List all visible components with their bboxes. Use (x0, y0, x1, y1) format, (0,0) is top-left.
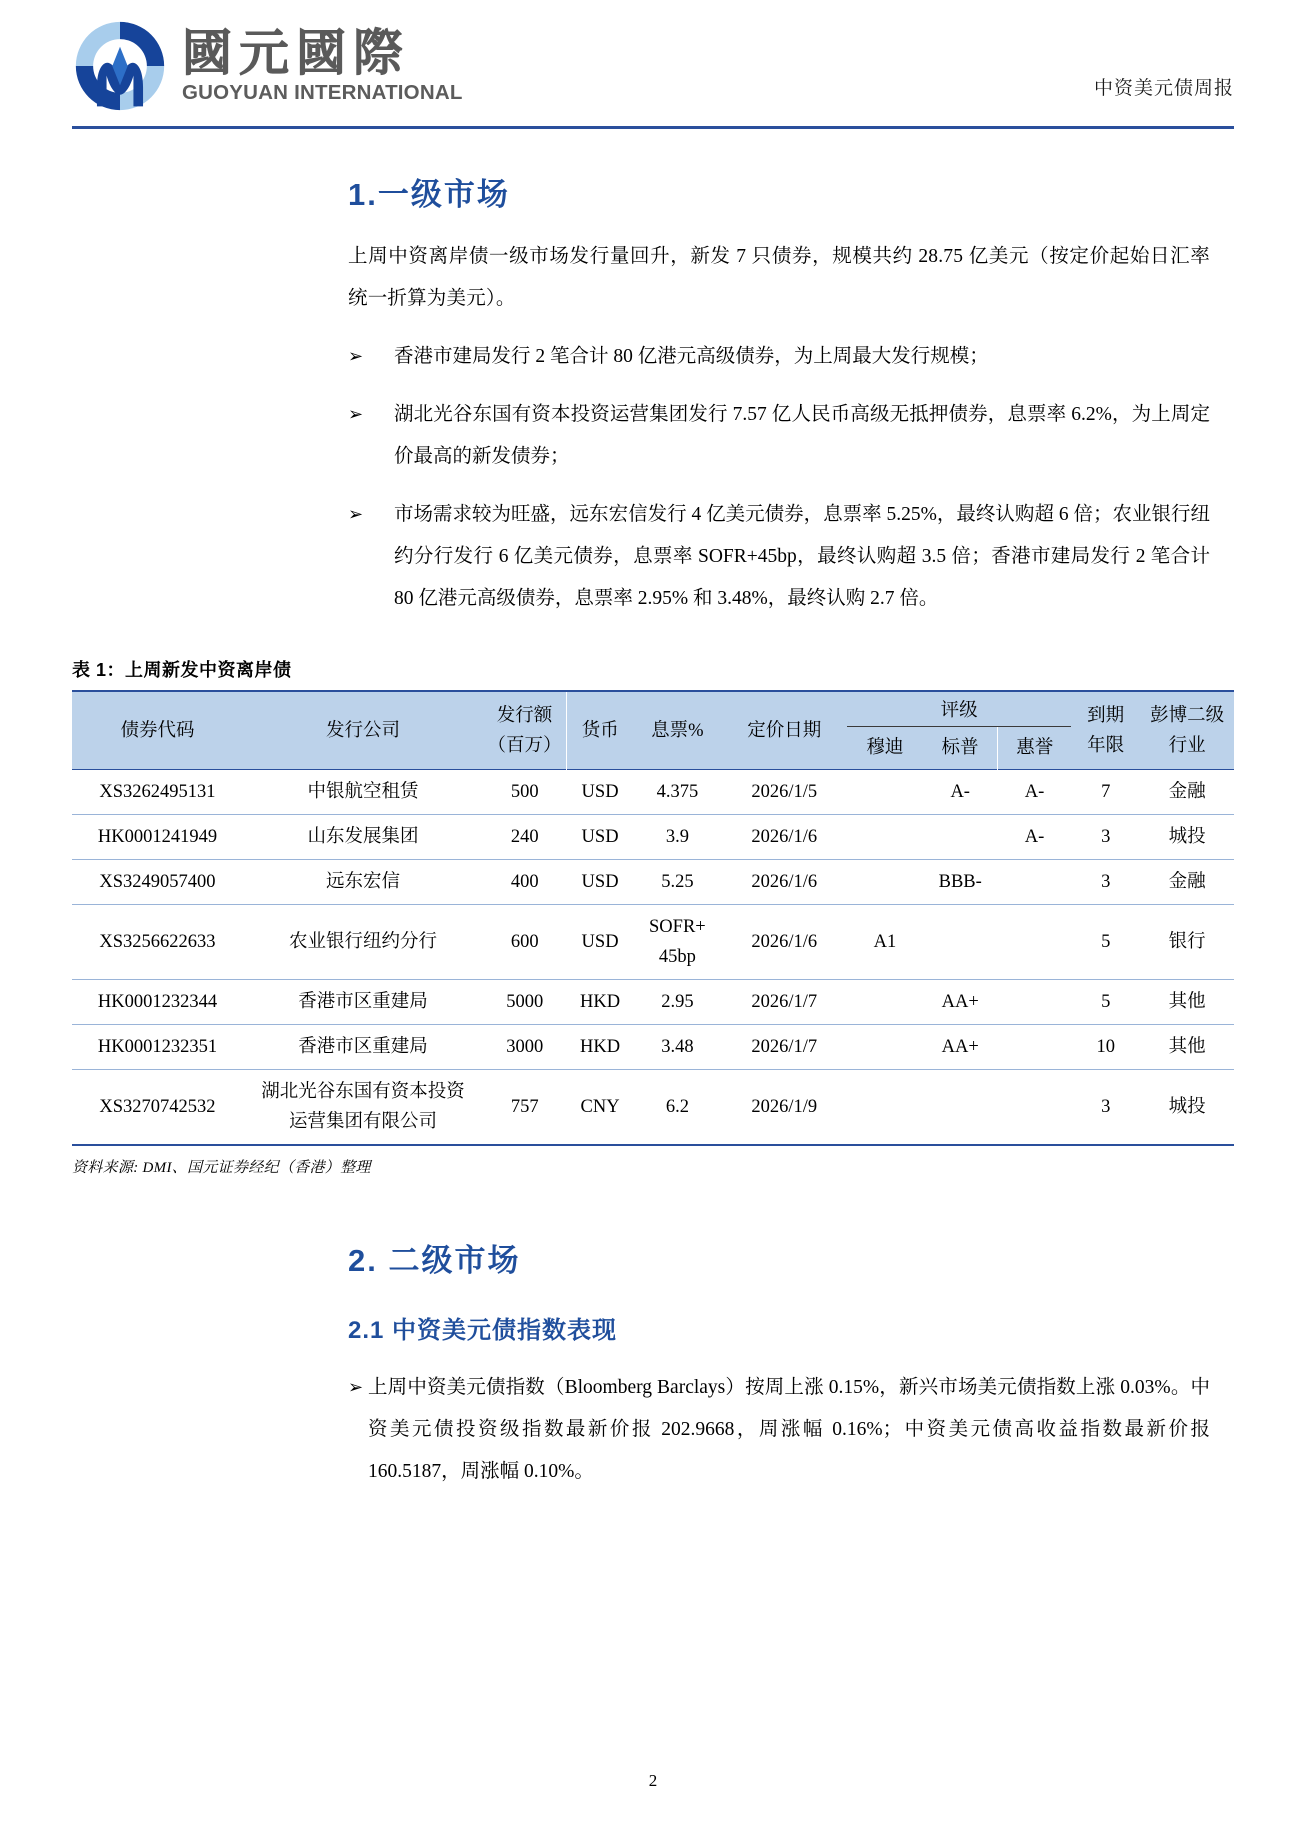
document-header (72, 0, 1234, 122)
cell-bond-code: HK0001241949 (72, 815, 243, 860)
cell-pricing-date: 2026/1/7 (721, 980, 847, 1025)
section-2-body (72, 1367, 1234, 1493)
cell-issuer: 中银航空租赁 (243, 770, 483, 815)
col-header-maturity (1071, 691, 1140, 770)
cell-coupon: SOFR+ 45bp (634, 905, 722, 980)
table-body (72, 770, 1234, 1146)
cell-sp: BBB- (923, 860, 998, 905)
cell-maturity: 5 (1071, 980, 1140, 1025)
cell-issuer: 山东发展集团 (243, 815, 483, 860)
table-row (72, 815, 1234, 860)
cell-coupon: 2.95 (634, 980, 722, 1025)
cell-amount: 5000 (483, 980, 566, 1025)
list-item (348, 394, 1210, 478)
cell-sp: A- (923, 770, 998, 815)
cell-pricing-date: 2026/1/5 (721, 770, 847, 815)
cell-sp: AA+ (923, 1025, 998, 1070)
cell-sector: 其他 (1140, 980, 1234, 1025)
cell-bond-code: HK0001232351 (72, 1025, 243, 1070)
cell-sector: 其他 (1140, 1025, 1234, 1070)
cell-moody (847, 1025, 922, 1070)
col-header-maturity-line1: 到期 (1087, 705, 1125, 726)
table-row (72, 1025, 1234, 1070)
section-2-1-heading: 2.1 中资美元债指数表现 (348, 1317, 618, 1344)
page-number: 2 (648, 1771, 658, 1790)
cell-bond-code: HK0001232344 (72, 980, 243, 1025)
logo-wordmark (182, 25, 463, 105)
cell-amount: 240 (483, 815, 566, 860)
cell-currency: USD (566, 905, 633, 980)
cell-amount: 600 (483, 905, 566, 980)
cell-sector: 城投 (1140, 815, 1234, 860)
cell-fitch: A- (998, 770, 1071, 815)
col-header-amount-line2: （百万） (487, 735, 562, 756)
cell-maturity: 3 (1071, 860, 1140, 905)
cell-coupon: 5.25 (634, 860, 722, 905)
col-header-maturity-line2: 年限 (1087, 735, 1125, 756)
table-source-note: 资料来源: DMI、国元证券经纪（香港）整理 (72, 1160, 371, 1176)
cell-pricing-date: 2026/1/9 (721, 1070, 847, 1146)
cell-fitch (998, 1070, 1071, 1146)
col-header-rating-group: 评级 (847, 691, 1071, 727)
cell-coupon: 3.9 (634, 815, 722, 860)
cell-maturity: 3 (1071, 815, 1140, 860)
cell-issuer: 湖北光谷东国有资本投资 运营集团有限公司 (243, 1070, 483, 1146)
col-header-sector (1140, 691, 1234, 770)
cell-sector: 金融 (1140, 860, 1234, 905)
cell-pricing-date: 2026/1/6 (721, 815, 847, 860)
cell-maturity: 5 (1071, 905, 1140, 980)
col-header-sp: 标普 (923, 727, 998, 770)
col-header-moody: 穆迪 (847, 727, 922, 770)
company-logo (72, 18, 463, 122)
cell-sp: AA+ (923, 980, 998, 1025)
arrow-bullet-icon: ➢ (348, 346, 364, 367)
cell-moody (847, 770, 922, 815)
list-item-text: 上周中资美元债指数（Bloomberg Barclays）按周上涨 0.15%，新兴市场美元债指数上涨 0.03%。中资美元债投资级指数最新价报 202.9668，周涨幅 0.16%；中资美元债高收益指数最新价报 160.5187，周涨幅 0.10%。 (368, 1377, 1210, 1482)
section-1-bullet-list (348, 336, 1210, 620)
cell-pricing-date: 2026/1/6 (721, 905, 847, 980)
list-item (348, 1367, 1210, 1493)
cell-currency: USD (566, 770, 633, 815)
cell-sp (923, 905, 998, 980)
table-row (72, 770, 1234, 815)
list-item-text: 市场需求较为旺盛，远东宏信发行 4 亿美元债券，息票率 5.25%，最终认购超 6 倍；农业银行纽约分行发行 6 亿美元债券，息票率 SOFR+45bp，最终认购超 3.5 倍；香港市建局发行 2 笔合计 80 亿港元高级债券，息票率 2.95% 和 3.48%，最终认购 2.7 倍。 (394, 504, 1210, 609)
col-header-amount (483, 691, 566, 770)
report-title: 中资美元债周报 (1093, 78, 1234, 99)
col-header-pricing-date: 定价日期 (721, 691, 847, 770)
cell-fitch (998, 1025, 1071, 1070)
cell-bond-code: XS3256622633 (72, 905, 243, 980)
cell-bond-code: XS3270742532 (72, 1070, 243, 1146)
cell-currency: HKD (566, 1025, 633, 1070)
cell-currency: USD (566, 815, 633, 860)
col-header-fitch: 惠誉 (998, 727, 1071, 770)
cell-fitch (998, 905, 1071, 980)
section-1-paragraph: 上周中资离岸债一级市场发行量回升，新发 7 只债券，规模共约 28.75 亿美元（按定价起始日汇率统一折算为美元）。 (348, 246, 1210, 309)
cell-moody (847, 980, 922, 1025)
cell-moody (847, 1070, 922, 1146)
section-1-body (72, 236, 1234, 620)
col-header-bond-code: 债券代码 (72, 691, 243, 770)
cell-issuer: 农业银行纽约分行 (243, 905, 483, 980)
cell-currency: CNY (566, 1070, 633, 1146)
arrow-bullet-icon: ➢ (348, 504, 364, 525)
logo-english-name: GUOYUAN INTERNATIONAL (182, 81, 463, 105)
cell-sector: 银行 (1140, 905, 1234, 980)
cell-sector: 城投 (1140, 1070, 1234, 1146)
cell-coupon: 4.375 (634, 770, 722, 815)
cell-issuer: 香港市区重建局 (243, 1025, 483, 1070)
cell-bond-code: XS3249057400 (72, 860, 243, 905)
list-item-text: 香港市建局发行 2 笔合计 80 亿港元高级债券，为上周最大发行规模； (394, 346, 989, 367)
table-header (72, 691, 1234, 770)
logo-chinese-name: 國元國際 (182, 25, 410, 82)
cell-moody: A1 (847, 905, 922, 980)
cell-sector: 金融 (1140, 770, 1234, 815)
cell-currency: USD (566, 860, 633, 905)
cell-bond-code: XS3262495131 (72, 770, 243, 815)
list-item (348, 494, 1210, 620)
cell-fitch: A- (998, 815, 1071, 860)
list-item-text: 湖北光谷东国有资本投资运营集团发行 7.57 亿人民币高级无抵押债券，息票率 6.2%，为上周定价最高的新发债券； (394, 404, 1210, 467)
col-header-sector-line1: 彭博二级 (1150, 705, 1225, 726)
cell-issuer: 远东宏信 (243, 860, 483, 905)
table-row (72, 980, 1234, 1025)
cell-pricing-date: 2026/1/7 (721, 1025, 847, 1070)
cell-amount: 400 (483, 860, 566, 905)
col-header-coupon: 息票% (634, 691, 722, 770)
list-item (348, 336, 1210, 378)
table-row (72, 860, 1234, 905)
section-1-heading: 1.一级市场 (348, 177, 510, 212)
cell-fitch (998, 860, 1071, 905)
cell-moody (847, 815, 922, 860)
col-header-issuer: 发行公司 (243, 691, 483, 770)
cell-amount: 500 (483, 770, 566, 815)
col-header-currency: 货币 (566, 691, 633, 770)
cell-moody (847, 860, 922, 905)
cell-sp (923, 815, 998, 860)
guoyuan-logo-mark (72, 18, 168, 114)
logo-circle-icon (72, 18, 168, 114)
arrow-bullet-icon: ➢ (348, 404, 364, 425)
table-row (72, 905, 1234, 980)
cell-sp (923, 1070, 998, 1146)
section-2-heading: 2. 二级市场 (348, 1243, 521, 1278)
table-caption: 表 1：上周新发中资离岸债 (72, 660, 292, 680)
cell-currency: HKD (566, 980, 633, 1025)
cell-maturity: 7 (1071, 770, 1140, 815)
cell-coupon: 6.2 (634, 1070, 722, 1146)
cell-maturity: 10 (1071, 1025, 1140, 1070)
arrow-bullet-icon: ➢ (348, 1377, 364, 1398)
table-row (72, 1070, 1234, 1146)
new-issues-table (72, 690, 1234, 1146)
header-divider (72, 126, 1234, 129)
cell-amount: 3000 (483, 1025, 566, 1070)
cell-pricing-date: 2026/1/6 (721, 860, 847, 905)
cell-fitch (998, 980, 1071, 1025)
cell-amount: 757 (483, 1070, 566, 1146)
col-header-amount-line1: 发行额 (496, 705, 553, 726)
cell-coupon: 3.48 (634, 1025, 722, 1070)
cell-issuer: 香港市区重建局 (243, 980, 483, 1025)
cell-maturity: 3 (1071, 1070, 1140, 1146)
col-header-sector-line2: 行业 (1168, 735, 1206, 756)
